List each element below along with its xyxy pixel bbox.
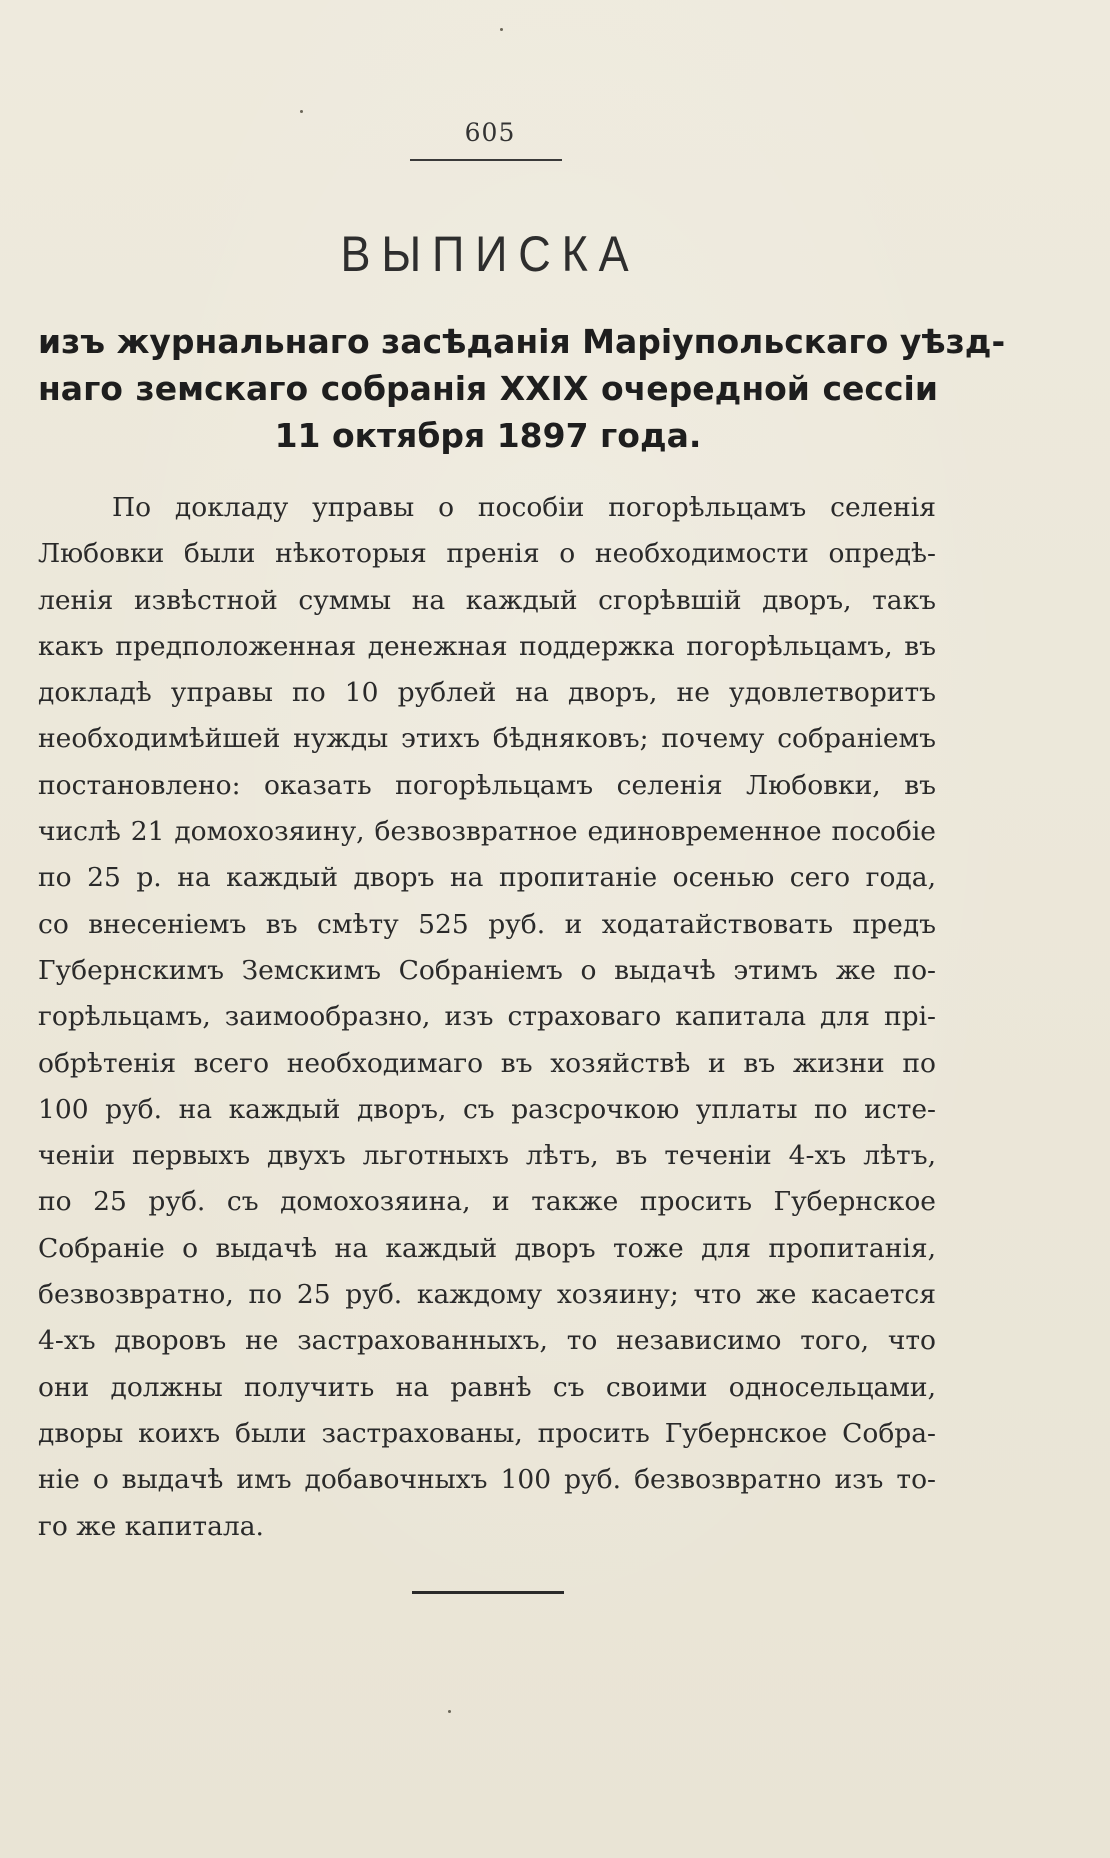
- body-line: ленія извѣстной суммы на каждый сгорѣвшій дворъ, такъ: [38, 584, 936, 616]
- body-line: По докладу управы о пособіи погорѣльцамъ селенія: [112, 492, 936, 523]
- body-line: Губернскимъ Земскимъ Собраніемъ о выдачѣ этимъ же по-: [38, 954, 936, 986]
- body-line: докладѣ управы по 10 рублей на дворъ, не удовлетворитъ: [38, 677, 936, 709]
- paper-speck: [448, 1710, 451, 1713]
- document-subtitle: [38, 318, 1006, 459]
- body-line: со внесеніемъ въ смѣту 525 руб. и ходатайствовать предъ: [38, 908, 936, 940]
- body-line: числѣ 21 домохозяину, безвозвратное единовременное пособіе: [38, 816, 936, 848]
- paper-speck: [300, 110, 303, 113]
- subtitle-line: 11 октября 1897 года.: [274, 416, 702, 455]
- body-line: горѣльцамъ, заимообразно, изъ страховаго капитала для прі-: [38, 1001, 936, 1033]
- body-line: безвозвратно, по 25 руб. каждому хозяину; что же касается: [38, 1279, 936, 1311]
- paper-speck: [500, 28, 503, 31]
- body-line: постановлено: оказать погорѣльцамъ селенія Любовки, въ: [38, 769, 936, 801]
- document-title: ВЫПИСКА: [340, 226, 640, 282]
- subtitle-line: изъ журнальнаго засѣданія Маріупольскаго уѣзд-: [38, 322, 1006, 361]
- body-line: Собраніе о выдачѣ на каждый дворъ тоже для пропитанія,: [38, 1232, 936, 1264]
- body-line: дворы коихъ были застрахованы, просить Губернское Собра-: [38, 1417, 936, 1449]
- body-line: Любовки были нѣкоторыя пренія о необходимости опредѣ-: [38, 538, 936, 570]
- body-line: обрѣтенія всего необходимаго въ хозяйствѣ и въ жизни по: [38, 1047, 936, 1079]
- body-line: го же капитала.: [38, 1510, 264, 1542]
- page-number: 605: [464, 118, 516, 147]
- body-paragraph: [38, 485, 936, 1550]
- body-line: по 25 р. на каждый дворъ на пропитаніе осенью сего года,: [38, 862, 936, 894]
- body-line: по 25 руб. съ домохозяина, и также просить Губернское: [38, 1186, 936, 1218]
- page-number-underline: [410, 159, 562, 161]
- body-line: они должны получить на равнѣ съ своими односельцами,: [38, 1371, 936, 1403]
- subtitle-line: наго земскаго собранія XXIX очередной сессіи: [38, 369, 938, 408]
- body-line: необходимѣйшей нужды этихъ бѣдняковъ; почему собраніемъ: [38, 723, 936, 755]
- body-line: ченіи первыхъ двухъ льготныхъ лѣтъ, въ теченіи 4-хъ лѣтъ,: [38, 1140, 936, 1172]
- body-line: какъ предположенная денежная поддержка погорѣльцамъ, въ: [38, 630, 936, 662]
- body-line: ніе о выдачѣ имъ добавочныхъ 100 руб. безвозвратно изъ то-: [38, 1464, 936, 1496]
- body-line: 4-хъ дворовъ не застрахованныхъ, то независимо того, что: [38, 1325, 936, 1357]
- closing-rule: [412, 1591, 564, 1594]
- body-line: 100 руб. на каждый дворъ, съ разсрочкою уплаты по исте-: [38, 1093, 936, 1125]
